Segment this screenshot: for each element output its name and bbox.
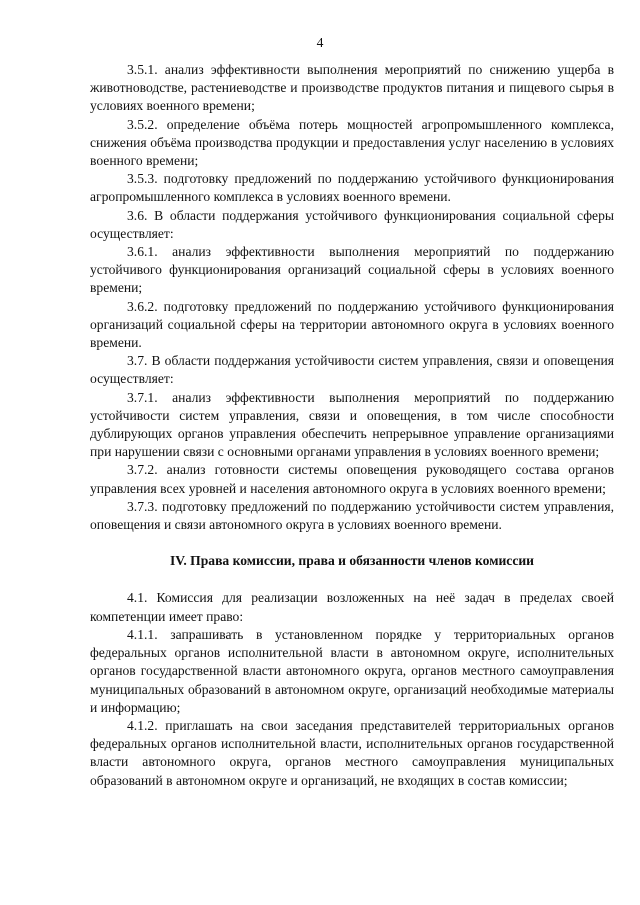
page-number: 4: [316, 35, 324, 50]
paragraph-3-6-1: 3.6.1. анализ эффективности выполнения мероприятий по поддержанию устойчивого функционирования организаций социальной сферы в условиях военного времени;: [90, 244, 614, 296]
paragraph-3-7: 3.7. В области поддержания устойчивости систем управления, связи и оповещения осуществляет:: [90, 353, 614, 387]
paragraph-4-1-2: 4.1.2. приглашать на свои заседания представителей территориальных органов федеральных органов исполнительной власти, исполнительных органов государственной власти автономного округа, органов местного самоуправления муниципальных образований в автономном округе и организаций, не входящих в состав комиссии;: [90, 717, 614, 788]
document-body: [90, 61, 614, 790]
paragraph-4-1: 4.1. Комиссия для реализации возложенных на неё задач в пределах своей компетенции имеет право:: [90, 590, 614, 624]
paragraph-4-1-1: 4.1.1. запрашивать в установленном порядке у территориальных органов федеральных органов исполнительной власти в автономном округе, исполнительных органов государственной власти автономного округа, органов местного самоуправления муниципальных образований в автономном округе, организаций необходимые материалы и информацию;: [90, 626, 614, 715]
paragraph-3-6: 3.6. В области поддержания устойчивого функционирования социальной сферы осуществляет:: [90, 207, 614, 241]
paragraph-3-5-2: 3.5.2. определение объёма потерь мощностей агропромышленного комплекса, снижения объёма производства продукции и предоставления услуг населению в условиях военного времени;: [90, 116, 614, 169]
paragraph-3-5-1: 3.5.1. анализ эффективности выполнения мероприятий по снижению ущерба в животноводстве, растениеводстве и производстве продуктов питания и пищевого сырья в условиях военного времени;: [90, 62, 614, 114]
paragraph-3-7-1: 3.7.1. анализ эффективности выполнения мероприятий по поддержанию устойчивости систем управления, связи и оповещения, в том числе способности дублирующих органов управления обеспечить непрерывное управление организациями при нарушении связи с основными органами управления в условиях военного времени;: [90, 389, 614, 460]
paragraph-3-7-2: 3.7.2. анализ готовности системы оповещения руководящего состава органов управления всех уровней и населения автономного округа в условиях военного времени;: [90, 462, 614, 496]
paragraph-3-6-2: 3.6.2. подготовку предложений по поддержанию устойчивого функционирования организаций социальной сферы на территории автономного округа в условиях военного времени.: [90, 298, 614, 351]
section-heading: IV. Права комиссии, права и обязанности членов комиссии: [169, 553, 535, 569]
paragraph-3-5-3: 3.5.3. подготовку предложений по поддержанию устойчивого функционирования агропромышленного комплекса в условиях военного времени.: [90, 171, 614, 205]
paragraph-3-7-3: 3.7.3. подготовку предложений по поддержанию устойчивости систем управления, оповещения и связи автономного округа в условиях военного времени.: [90, 498, 614, 533]
